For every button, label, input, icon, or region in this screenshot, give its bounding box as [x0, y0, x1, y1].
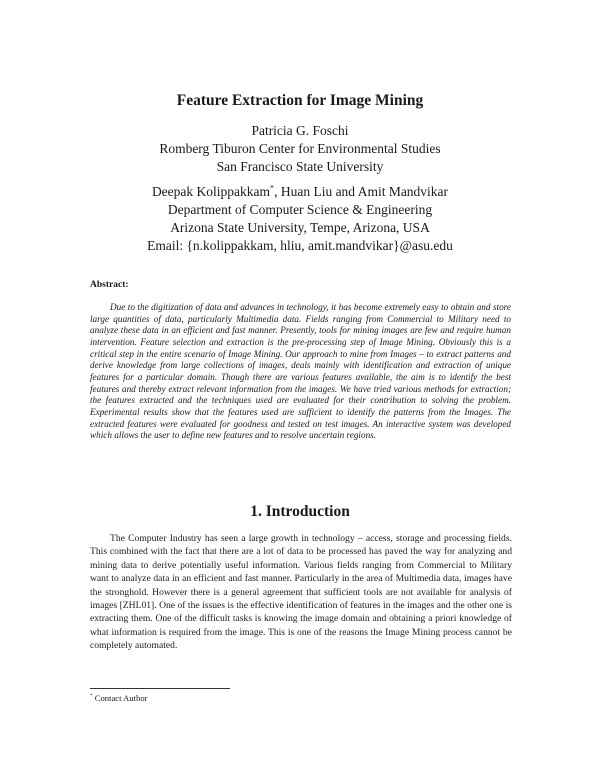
abstract-text: Due to the digitization of data and advances in technology, it has become extremely easy to obtain and store large quantities of data, particularly Multimedia data. Fields ranging from Commercial to Military need to analyze these data in an efficient and fast manner. Presently, tools for mining images are few and require human intervention. Feature selection and extraction is the pre-processing step of Image Mining. Obviously this is a critical step in the entire scenario of Image Mining. Our approach to mine from Images – to extract patterns and derive knowledge from large collections of images, deals mainly with identification and extraction of unique features for a particular domain. Though there are various features available, the aim is to identify the best features and thereby extract relevant information from the images. We have tried various methods for extraction; the features extracted and the techniques used are evaluated for their contribution to solving the problem. Experimental results show that the features used are sufficient to identify the patterns from the Images. The extracted features were evaluated for goodness and tested on test images. An interactive system was developed which allows the user to define new features and to resolve uncertain regions.	[90, 302, 511, 441]
author-affiliation: Romberg Tiburon Center for Environmental Studies	[159, 141, 441, 156]
coauthor-names: , Huan Liu and Amit Mandvikar	[274, 184, 449, 199]
author-block-2	[0, 183, 600, 255]
footnote-divider	[90, 688, 230, 689]
section-heading: 1. Introduction	[250, 503, 350, 520]
paper-title: Feature Extraction for Image Mining	[176, 92, 424, 109]
author-block-1	[0, 122, 600, 176]
author-name: Patricia G. Foschi	[251, 123, 349, 138]
footnote-text: Contact Author	[92, 693, 148, 703]
corresponding-author-name: Deepak Kolippakkam	[151, 184, 271, 199]
corresponding-author-mark: *	[270, 183, 275, 193]
author-email: Email: {n.kolippakkam, hliu, amit.mandvikar}@asu.edu	[147, 238, 453, 253]
author-university: Arizona State University, Tempe, Arizona, USA	[170, 220, 430, 235]
introduction-text: The Computer Industry has seen a large growth in technology – access, storage and processing fields. This combined with the fact that there are a lot of data to be processed has paved the way for analyzing and mining data to derive potentially useful information. Various fields ranging from Commercial to Military want to analyze data in an efficient and fast manner. Particularly in the area of Multimedia data, images have the stronghold. However there is a general agreement that sufficient tools are not available for analysis of images [ZHL01]. One of the issues is the effective identification of features in the images and the other one is extracting them. One of the difficult tasks is knowing the image domain and obtaining a priori knowledge of what information is required from the image. This is one of the reasons the Image Mining process cannot be completely automated.	[90, 533, 512, 652]
author-department: Department of Computer Science & Engineering	[167, 202, 433, 217]
abstract-heading: Abstract:	[90, 280, 129, 290]
footnote	[90, 693, 147, 703]
author-names	[0, 183, 600, 201]
author-university: San Francisco State University	[216, 159, 384, 174]
footnote-mark: *	[90, 693, 93, 700]
